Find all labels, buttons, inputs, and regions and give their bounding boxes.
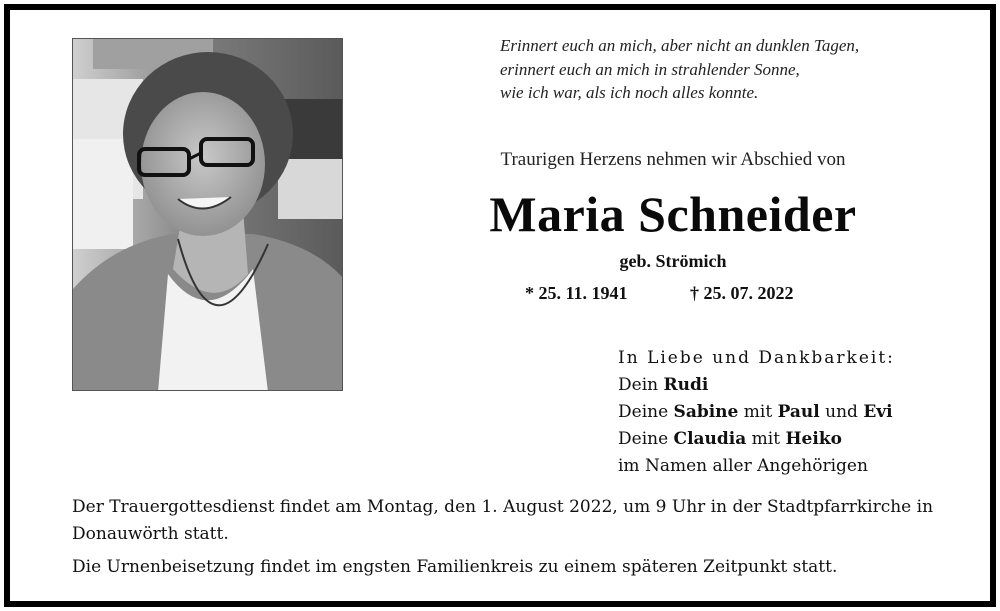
service-notice <box>72 494 942 581</box>
birth-date: * 25. 11. 1941 <box>525 283 628 303</box>
mourner-name: Rudi <box>663 375 709 395</box>
deceased-name: Maria Schneider <box>489 186 857 242</box>
mourners-heading: In Liebe und Dankbarkeit: <box>618 348 895 368</box>
mourner-name: Evi <box>863 402 893 422</box>
mourner-line <box>618 426 895 453</box>
intro-text: Traurigen Herzens nehmen wir Abschied von <box>500 149 846 170</box>
burial-info: Die Urnenbeisetzung findet im engsten Familienkreis zu einem späteren Zeitpunkt statt. <box>72 557 838 577</box>
mourner-name: Paul <box>777 402 820 422</box>
mourners-list <box>618 345 895 480</box>
mourner-name: Claudia <box>673 429 747 449</box>
mourner-line <box>618 372 895 399</box>
portrait-image <box>73 39 343 391</box>
mourner-prefix: Deine <box>618 402 674 422</box>
portrait-photo <box>72 38 343 391</box>
death-date: † 25. 07. 2022 <box>690 283 794 303</box>
mourner-name: Sabine <box>673 402 739 422</box>
mourner-line <box>618 399 895 426</box>
mourner-name: Heiko <box>785 429 842 449</box>
service-info: Der Trauergottesdienst findet am Montag, den 1. August 2022, um 9 Uhr in der Stadtpfarrkirche in Donauwörth statt. <box>72 497 934 544</box>
mourners-closing: im Namen aller Angehörigen <box>618 456 868 476</box>
maiden-name: geb. Strömich <box>619 251 727 271</box>
mourner-connector: mit <box>738 402 778 422</box>
life-dates <box>525 283 794 304</box>
poem-line: erinnert euch an mich in strahlender Sonne, <box>500 59 800 79</box>
poem-line: wie ich war, als ich noch alles konnte. <box>500 83 759 102</box>
mourner-prefix: Dein <box>618 375 664 395</box>
mourner-connector: mit <box>746 429 786 449</box>
poem-line: Erinnert euch an mich, aber nicht an dunklen Tagen, <box>500 36 860 55</box>
mourner-prefix: Deine <box>618 429 674 449</box>
mourner-connector: und <box>819 402 864 422</box>
poem <box>500 34 859 105</box>
